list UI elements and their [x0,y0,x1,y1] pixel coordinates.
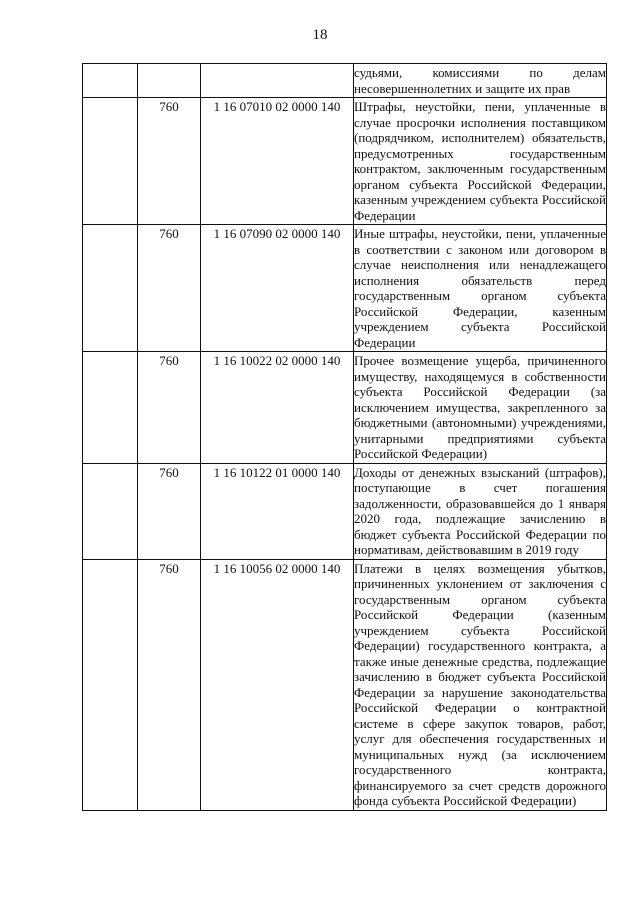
admin-code-cell [138,64,201,98]
revenue-codes-table [82,63,607,811]
description-cell: Платежи в целях возмещения убытков, причиненных уклонением от заключения с государственным органом субъекта Российской Федерации (казенным учреждением субъекта Российской Федерации) государственного контракта, а также иные денежные средства, подлежащие зачислению в бюджет субъекта Российской Федерации за нарушение законодательства Российской Федерации о контрактной системе в сфере закупок товаров, работ, услуг для обеспечения государственных и муниципальных нужд (за исключением государственного контракта, финансируемого за счет средств дорожного фонда субъекта Российской Федерации) [354,560,606,808]
admin-code-cell: 760 [138,225,201,352]
table-row [83,352,607,464]
description-cell: Иные штрафы, неустойки, пени, уплаченные в соответствии с законом или договором в случае неисполнения или ненадлежащего исполнения обязательств перед государственным органом субъекта Российской Федерации, казенным учреждением субъекта Российской Федерации [354,226,606,350]
table-row [83,463,607,559]
kbk-code-cell: 1 16 10056 02 0000 140 [201,559,354,810]
admin-code-cell: 760 [138,98,201,225]
row-index-cell [83,225,138,352]
page-number: 18 [312,27,328,43]
kbk-code-cell: 1 16 10122 01 0000 140 [201,463,354,559]
row-index-cell [83,98,138,225]
kbk-code-cell: 1 16 10022 02 0000 140 [201,352,354,464]
admin-code-cell: 760 [138,463,201,559]
row-index-cell [83,352,138,464]
row-index-cell [83,64,138,98]
kbk-code-cell: 1 16 07010 02 0000 140 [201,98,354,225]
row-index-cell [83,463,138,559]
row-index-cell [83,559,138,810]
admin-code-cell: 760 [138,352,201,464]
description-cell: Прочее возмещение ущерба, причиненного имуществу, находящемуся в собственности субъекта Российской Федерации (за исключением имущества, закрепленного за бюджетными (автономными) учреждениями, унитарными предприятиями субъекта Российской Федерации) [354,353,606,461]
table-row [83,559,607,810]
description-cell: судьями, комиссиями по делам несовершеннолетних и защите их прав [354,65,606,96]
admin-code-cell: 760 [138,559,201,810]
table-row [83,98,607,225]
kbk-code-cell: 1 16 07090 02 0000 140 [201,225,354,352]
description-cell: Доходы от денежных взысканий (штрафов), поступающие в счет погашения задолженности, образовавшейся до 1 января 2020 года, подлежащие зачислению в бюджет субъекта Российской Федерации по нормативам, действовавшим в 2019 году [354,464,606,557]
description-cell: Штрафы, неустойки, пени, уплаченные в случае просрочки исполнения поставщиком (подрядчиком, исполнителем) обязательств, предусмотренных государственным контрактом, заключенным государственным органом субъекта Российской Федерации, казенным учреждением субъекта Российской Федерации [354,99,606,223]
table-row [83,225,607,352]
table-row [83,64,607,98]
kbk-code-cell [201,64,354,98]
